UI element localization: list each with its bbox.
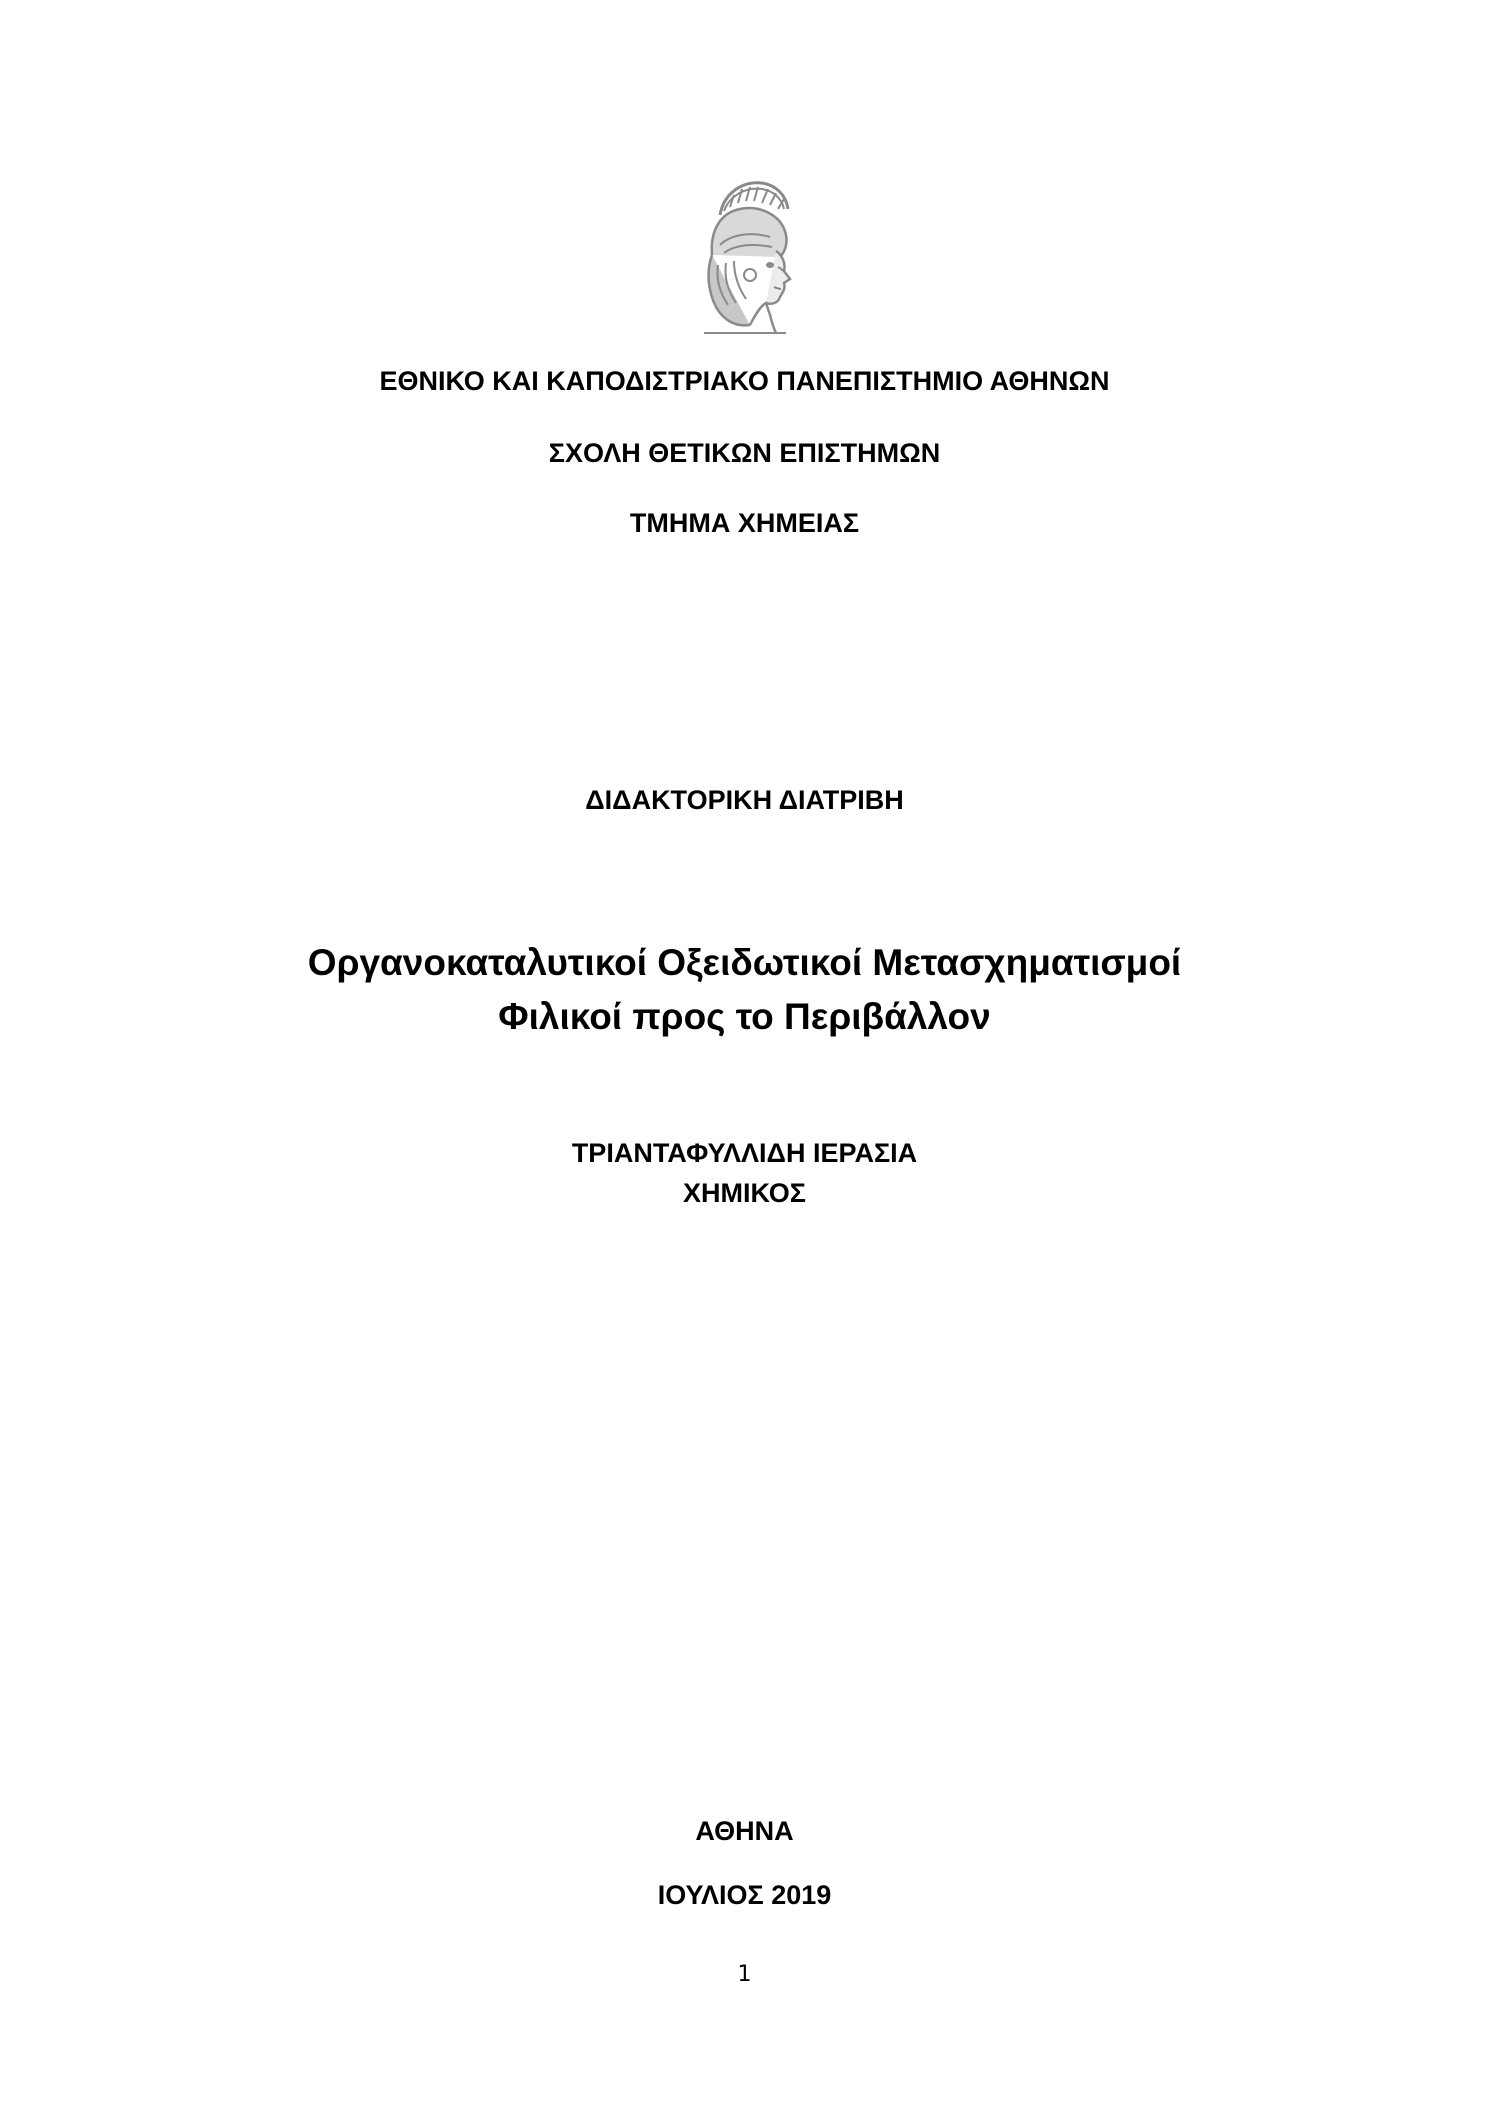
university-name: ΕΘΝΙΚΟ ΚΑΙ ΚΑΠΟΔΙΣΤΡΙΑΚΟ ΠΑΝΕΠΙΣΤΗΜΙΟ ΑΘΗΝΩΝ xyxy=(379,366,1110,396)
athena-helmet-emblem-icon xyxy=(690,175,800,335)
date: ΙΟΥΛΙΟΣ 2019 xyxy=(657,1880,832,1910)
thesis-title-line-1: Οργανοκαταλυτικοί Οξειδωτικοί Μετασχηματισμοί xyxy=(307,942,1182,983)
author-profession: ΧΗΜΙΚΟΣ xyxy=(683,1178,806,1208)
thesis-title-line-2: Φιλικοί προς το Περιβάλλον xyxy=(498,996,991,1037)
city: ΑΘΗΝΑ xyxy=(695,1816,794,1846)
page-number: 1 xyxy=(737,1962,752,1987)
department-name: ΤΜΗΜΑ ΧΗΜΕΙΑΣ xyxy=(629,508,860,538)
author-name: ΤΡΙΑΝΤΑΦΥΛΛΙΔΗ ΙΕΡΑΣΙΑ xyxy=(571,1138,918,1168)
document-type: ΔΙΔΑΚΤΟΡΙΚΗ ΔΙΑΤΡΙΒΗ xyxy=(585,785,904,815)
school-name: ΣΧΟΛΗ ΘΕΤΙΚΩΝ ΕΠΙΣΤΗΜΩΝ xyxy=(548,438,941,468)
